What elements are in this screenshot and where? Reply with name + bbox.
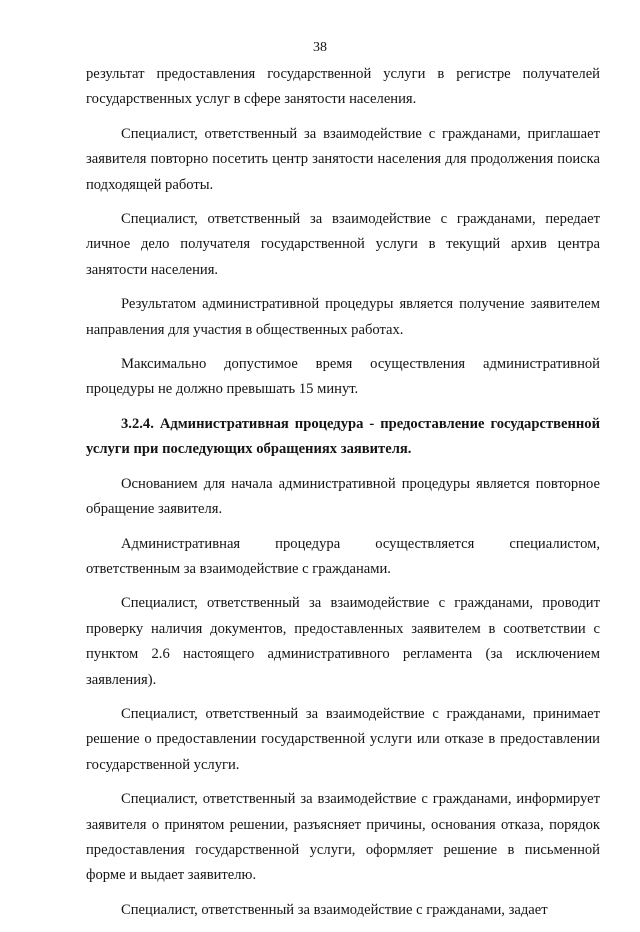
paragraph: Специалист, ответственный за взаимодействие с гражданами, принимает решение о предоставлении государственной услуги или отказе в предоставлении государственной услуги. <box>86 705 600 773</box>
paragraph: Специалист, ответственный за взаимодействие с гражданами, передает личное дело получателя государственной услуги в текущий архив центра занятости населения. <box>86 211 600 278</box>
paragraph: Специалист, ответственный за взаимодействие с гражданами, проводит проверку наличия документов, предоставленных заявителем в соответствии с пунктом 2.6 настоящего административного регламента (за исключением заявления). <box>86 595 600 688</box>
paragraph: Административная процедура осуществляется специалистом, ответственным за взаимодействие с гражданами. <box>86 535 600 577</box>
paragraph: Специалист, ответственный за взаимодействие с гражданами, приглашает заявителя повторно посетить центр занятости населения для продолжения поиска подходящей работы. <box>86 125 600 193</box>
section-heading: 3.2.4. Административная процедура - предоставление государственной услуги при последующих обращениях заявителя. <box>86 415 600 458</box>
paragraph: Максимально допустимое время осуществления административной процедуры не должно превышать 15 минут. <box>86 356 600 398</box>
paragraph: Специалист, ответственный за взаимодействие с гражданами, задает <box>121 901 548 918</box>
page-body <box>86 62 600 932</box>
paragraph: Специалист, ответственный за взаимодействие с гражданами, информирует заявителя о принятом решении, разъясняет причины, основания отказа, порядок предоставления государственной услуги, оформляет решение в письменной форме и выдает заявителю. <box>86 791 600 884</box>
paragraph: Основанием для начала административной процедуры является повторное обращение заявителя. <box>86 475 600 518</box>
page-number: 38 <box>313 40 327 55</box>
paragraph: Результатом административной процедуры является получение заявителем направления для участия в общественных работах. <box>86 296 600 338</box>
paragraph: результат предоставления государственной услуги в регистре получателей государственных услуг в сфере занятости населения. <box>86 66 600 108</box>
